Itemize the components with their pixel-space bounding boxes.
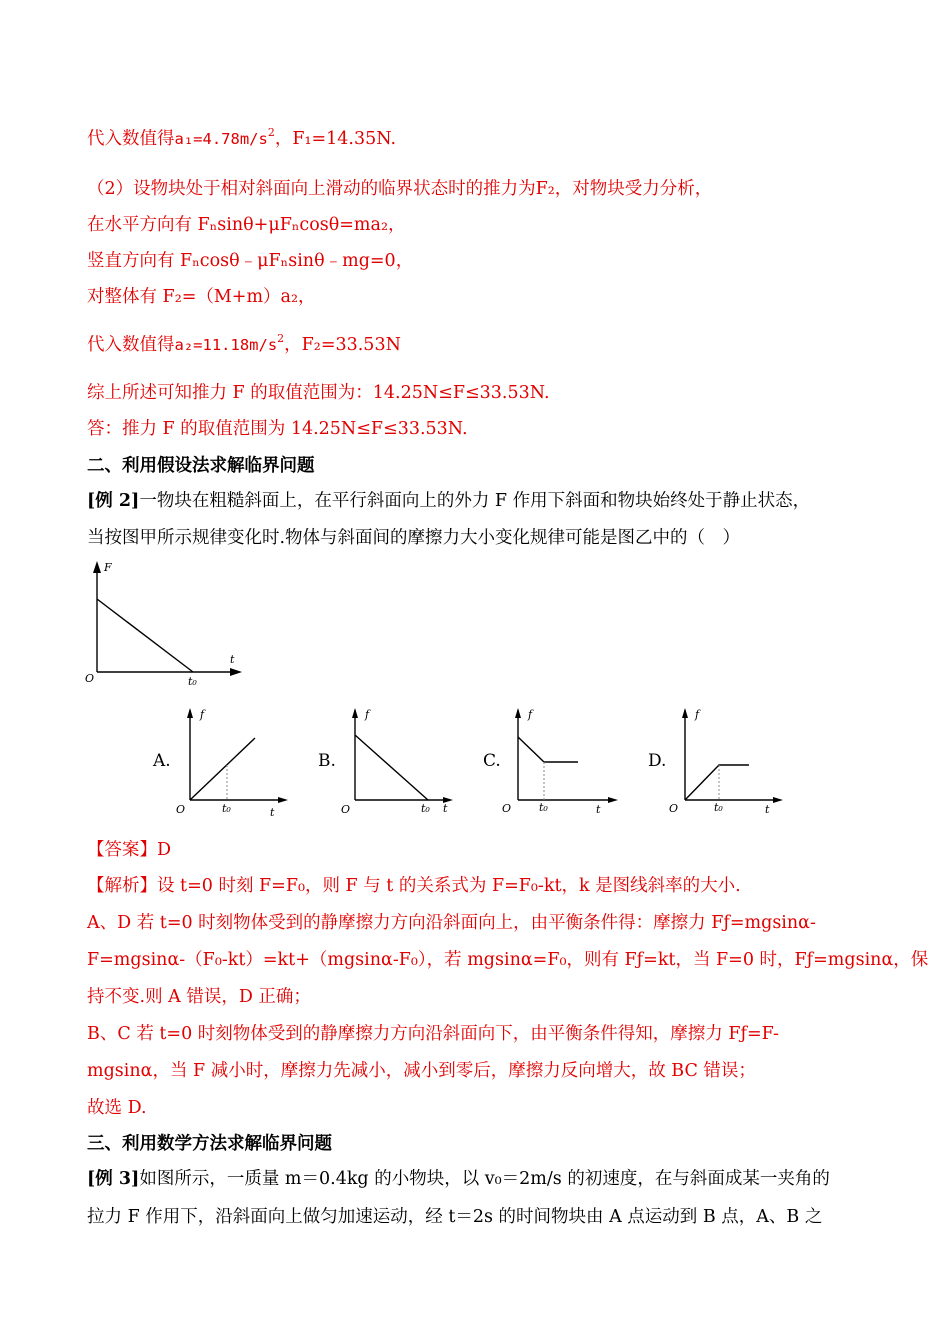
x-label: t (765, 803, 770, 816)
x-axis-arrow (773, 797, 783, 803)
whole-system-equation: 对整体有 F₂=（M+m）a₂， (87, 287, 316, 307)
analysis-line-6: mgsinα，当 F 减小时，摩擦力先减小，减小到零后，摩擦力反向增大，故 BC 错误； (87, 1061, 756, 1081)
x-label: t (270, 806, 275, 819)
analysis-line-7: 故选 D. (87, 1098, 147, 1118)
result-f1: ，F₁=14.35N. (274, 129, 397, 149)
y-axis-arrow (682, 708, 688, 718)
y-axis-arrow (93, 561, 101, 573)
option-c-label[interactable]: C. (483, 751, 501, 771)
graph-main (80, 555, 255, 690)
x-label: t (443, 802, 448, 815)
answer-line: 答：推力 F 的取值范围为 14.25N≤F≤33.53N. (87, 419, 468, 439)
example-tag: [例 2] (87, 491, 140, 511)
summary-line: 综上所述可知推力 F 的取值范围为：14.25N≤F≤33.53N. (87, 383, 550, 403)
graph-option-c[interactable] (500, 700, 625, 820)
section-3-heading: 三、利用数学方法求解临界问题 (87, 1134, 332, 1154)
section-2-heading: 二、利用假设法求解临界问题 (87, 456, 315, 476)
part2-intro: （2）设物块处于相对斜面向上滑动的临界状态时的推力为F₂，对物块受力分析， (87, 179, 713, 199)
graph-option-d[interactable] (665, 700, 790, 820)
y-label: f (528, 708, 533, 721)
option-b-label[interactable]: B. (318, 751, 336, 771)
x-axis-arrow (278, 797, 288, 803)
horizontal-equation: 在水平方向有 Fₙsinθ+μFₙcosθ=ma₂， (87, 215, 406, 235)
f-line (190, 738, 255, 800)
f-line (518, 737, 578, 762)
origin-label: O (502, 802, 512, 815)
analysis-line-5: B、C 若 t=0 时刻物体受到的静摩擦力方向沿斜面向下，由平衡条件得知，摩擦力 Fƒ=F- (87, 1024, 779, 1044)
y-label: f (200, 708, 205, 721)
f-line (685, 765, 749, 800)
example-tag: [例 3] (87, 1169, 140, 1189)
t0-label: t₀ (222, 802, 231, 815)
t0-label: t₀ (188, 675, 197, 688)
analysis-line-2: A、D 若 t=0 时刻物体受到的静摩擦力方向沿斜面向上，由平衡条件得：摩擦力 Fƒ=mgsinα- (87, 913, 816, 933)
origin-label: O (85, 672, 95, 685)
y-axis-arrow (352, 708, 358, 718)
origin-label: O (176, 803, 186, 816)
answer-tag: 【答案】D (87, 840, 172, 860)
example-text: 如图所示，一质量 m＝0.4kg 的小物块，以 v₀＝2m/s 的初速度，在与斜面成某一夹角的 (139, 1169, 830, 1189)
origin-label: O (669, 802, 679, 815)
substitution-line-1 (87, 127, 396, 151)
y-axis-arrow (187, 708, 193, 718)
result-f2: ，F₂=33.53N (284, 335, 401, 355)
x-label: t (230, 653, 235, 666)
line-prefix: 代入数值得 (87, 129, 175, 149)
option-a-label[interactable]: A. (153, 751, 171, 771)
x-axis-arrow (608, 797, 618, 803)
graph-option-a[interactable] (170, 700, 295, 820)
x-axis-arrow (230, 668, 242, 676)
exponent: 2 (267, 126, 275, 139)
y-label: F (104, 561, 112, 574)
y-label: f (695, 708, 700, 721)
graph-option-b[interactable] (335, 700, 460, 820)
analysis-line-1: 【解析】设 t=0 时刻 F=F₀，则 F 与 t 的关系式为 F=F₀-kt，k 是图线斜率的大小. (87, 876, 741, 896)
formula-a1: a₁=4.78m/s (174, 130, 268, 148)
y-label: f (365, 708, 370, 721)
t0-label: t₀ (421, 802, 430, 815)
exponent: 2 (277, 332, 285, 345)
example-text: 一物块在粗糙斜面上，在平行斜面向上的外力 F 作用下斜面和物块始终处于静止状态， (139, 491, 811, 511)
t0-label: t₀ (714, 801, 723, 814)
origin-label: O (341, 803, 351, 816)
example-2-line-1 (87, 489, 810, 513)
x-label: t (596, 803, 601, 816)
example-3-line-2: 拉力 F 作用下，沿斜面向上做匀加速运动，经 t＝2s 的时间物块由 A 点运动到 B 点，A、B 之 (87, 1207, 823, 1227)
example-2-line-2: 当按图甲所示规律变化时.物体与斜面间的摩擦力大小变化规律可能是图乙中的（ ） (87, 528, 741, 548)
analysis-line-4: 持不变.则 A 错误，D 正确； (87, 987, 311, 1007)
f-line (97, 599, 193, 672)
line-prefix: 代入数值得 (87, 335, 175, 355)
example-3-line-1 (87, 1167, 830, 1191)
substitution-line-2 (87, 333, 401, 357)
y-axis-arrow (515, 708, 521, 718)
t0-label: t₀ (539, 801, 548, 814)
analysis-line-3: F=mgsinα-（F₀-kt）=kt+（mgsinα-F₀），若 mgsinα=F₀，则有 Fƒ=kt，当 F=0 时，Fƒ=mgsinα，保 (87, 950, 929, 970)
formula-a2: a₂=11.18m/s (174, 336, 278, 354)
vertical-equation: 竖直方向有 Fₙcosθ﹣μFₙsinθ﹣mg=0， (87, 251, 414, 271)
option-d-label[interactable]: D. (648, 751, 667, 771)
f-line (355, 735, 428, 800)
